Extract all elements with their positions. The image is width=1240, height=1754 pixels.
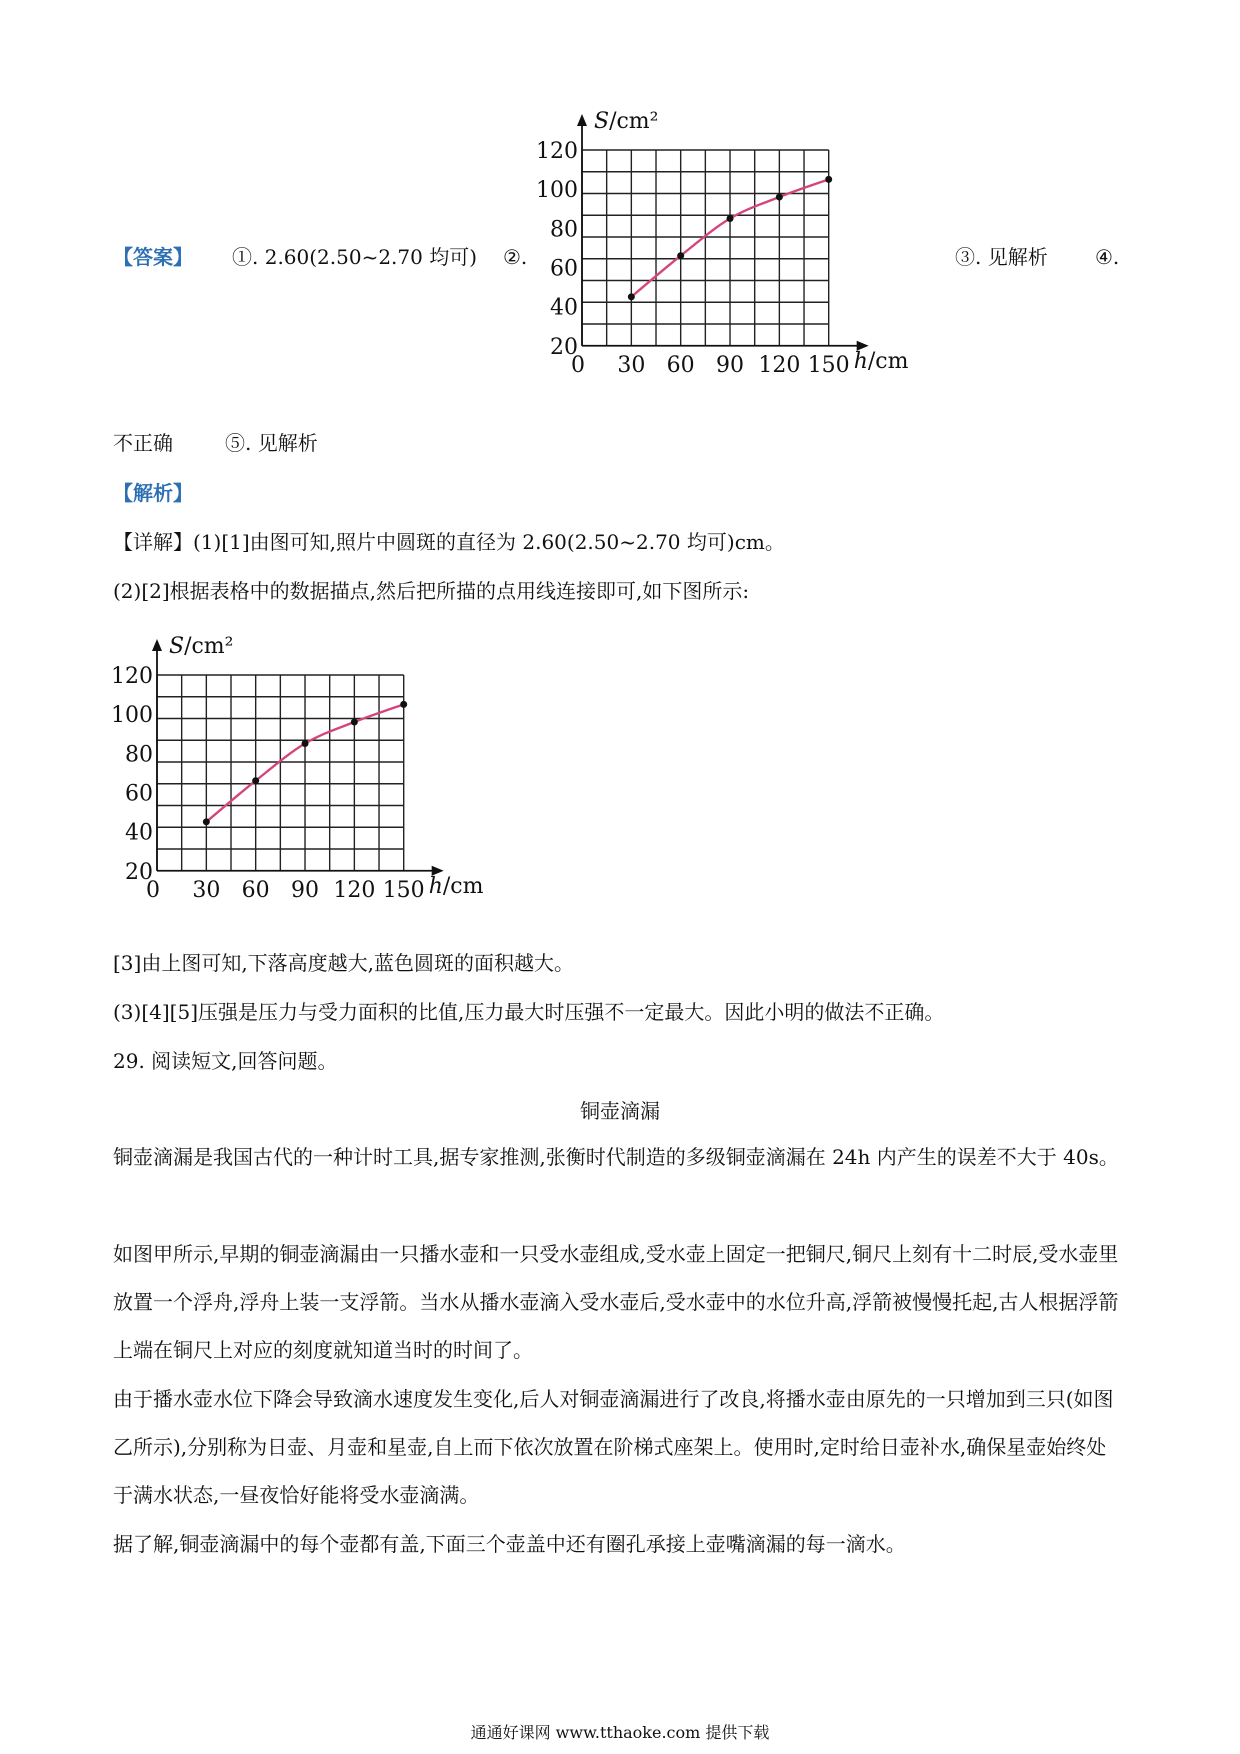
answer-4-continued: 不正确 [113, 431, 173, 455]
chart-2-x-tick-label: 60 [241, 877, 270, 903]
analysis-label: 【解析】 [113, 481, 193, 505]
article-paragraph-4: 据了解,铜壶滴漏中的每个壶都有盖,下面三个壶盖中还有圈孔承接上壶嘴滴漏的每一滴水。 [113, 1532, 906, 1556]
chart-2-y-axis-label [169, 634, 234, 659]
detail-paragraph-3: [3]由上图可知,下落高度越大,蓝色圆斑的面积越大。 [113, 951, 575, 975]
detail-paragraph-4: (3)[4][5]压强是压力与受力面积的比值,压力最大时压强不一定最大。因此小明的做法不正确。 [113, 1000, 945, 1024]
chart-1 [525, 105, 920, 415]
answer-label: 【答案】 [113, 245, 193, 269]
chart-1-x-axis-label [854, 349, 909, 374]
chart-1-y-tick-label: 60 [550, 256, 578, 282]
answer-5: ⑤. 见解析 [225, 431, 318, 455]
chart-1-y-axis-unit: /cm² [609, 109, 659, 134]
chart-2-y-tick-label: 80 [125, 742, 153, 768]
chart-1-x-tick-label: 90 [716, 352, 745, 378]
chart-2-x-tick-label: 90 [291, 877, 320, 903]
article-title: 铜壶滴漏 [580, 1099, 660, 1123]
chart-2-x-axis-label [429, 874, 484, 899]
chart-1-x-tick-label: 0 [571, 352, 585, 378]
chart-1-y-axis-label [594, 109, 659, 134]
article-paragraph-3: 由于播水壶水位下降会导致滴水速度发生变化,后人对铜壶滴漏进行了改良,将播水壶由原先的一只增加到三只(如图乙所示),分别称为日壶、月壶和星壶,自上而下依次放置在阶梯式座架上。使用时,定时给日壶补水,确保星壶始终处于满水状态,一昼夜恰好能将受水壶滴满。 [113, 1387, 1114, 1507]
footer: 通通好课网 www.tthaoke.com 提供下载 [470, 1723, 770, 1742]
answer-1: ①. 2.60(2.50~2.70 均可) [232, 245, 478, 269]
answer-2: ②. [503, 245, 528, 269]
chart-1-grid [582, 150, 829, 346]
detail-paragraph-1: 【详解】(1)[1]由图可知,照片中圆斑的直径为 2.60(2.50~2.70 均可)cm。 [113, 530, 785, 554]
chart-2-y-axis-arrow [152, 639, 162, 651]
chart-2-x-axis-var: h [428, 873, 443, 899]
chart-2-data-point [203, 818, 210, 825]
chart-1-y-tick-label: 80 [550, 217, 578, 243]
chart-1-y-tick-label: 120 [536, 139, 578, 164]
chart-2-x-tick-label: 120 [333, 877, 376, 903]
chart-2-y-axis-unit: /cm² [184, 634, 234, 659]
chart-1-x-tick-label: 30 [617, 352, 646, 378]
chart-2-x-tick-label: 30 [192, 877, 221, 903]
chart-2-data-point [252, 777, 259, 784]
chart-1-x-tick-label: 60 [666, 352, 695, 378]
chart-2-y-tick-label: 40 [125, 820, 153, 846]
chart-1-y-tick-label: 40 [550, 295, 578, 321]
chart-2-y-tick-label: 100 [111, 703, 153, 729]
chart-2-x-tick-label: 0 [146, 877, 160, 903]
chart-1-data-point [677, 252, 684, 259]
chart-2-grid [157, 675, 404, 871]
chart-1-y-tick-label: 20 [550, 334, 578, 360]
chart-1-data-point [628, 293, 635, 300]
chart-1-x-axis-unit: /cm [867, 348, 909, 374]
chart-1-x-axis-var: h [853, 348, 868, 374]
chart-1-data-point [727, 215, 734, 222]
chart-2-y-tick-label: 20 [125, 859, 153, 885]
answer-4: ④. [1095, 245, 1120, 269]
chart-2-y-tick-label: 120 [111, 664, 153, 689]
chart-2-data-point [351, 718, 358, 725]
chart-2-data-point [400, 701, 407, 708]
chart-2-y-axis-var: S [169, 634, 185, 659]
chart-1-data-point [825, 176, 832, 183]
chart-2-y-tick-label: 60 [125, 781, 153, 807]
chart-2 [100, 630, 495, 930]
chart-1-data-point [776, 193, 783, 200]
article-paragraph-1: 铜壶滴漏是我国古代的一种计时工具,据专家推测,张衡时代制造的多级铜壶滴漏在 24h 内产生的误差不大于 40s。 [113, 1145, 1119, 1169]
chart-1-y-axis-arrow [577, 114, 587, 126]
question-29-heading: 29. 阅读短文,回答问题。 [113, 1049, 338, 1073]
chart-2-x-axis-unit: /cm [442, 873, 484, 899]
answer-3: ③. 见解析 [955, 245, 1048, 269]
chart-2-x-tick-label: 150 [382, 877, 425, 903]
chart-1-x-tick-label: 150 [807, 352, 850, 378]
chart-1-y-tick-label: 100 [536, 178, 578, 204]
detail-paragraph-2: (2)[2]根据表格中的数据描点,然后把所描的点用线连接即可,如下图所示: [113, 579, 750, 603]
article-paragraph-2: 如图甲所示,早期的铜壶滴漏由一只播水壶和一只受水壶组成,受水壶上固定一把铜尺,铜尺上刻有十二时辰,受水壶里放置一个浮舟,浮舟上装一支浮箭。当水从播水壶滴入受水壶后,受水壶中的水位升高,浮箭被慢慢托起,古人根据浮箭上端在铜尺上对应的刻度就知道当时的时间了。 [113, 1242, 1119, 1362]
chart-1-y-axis-var: S [594, 109, 610, 134]
chart-1-x-tick-label: 120 [758, 352, 801, 378]
chart-2-data-point [302, 740, 309, 747]
